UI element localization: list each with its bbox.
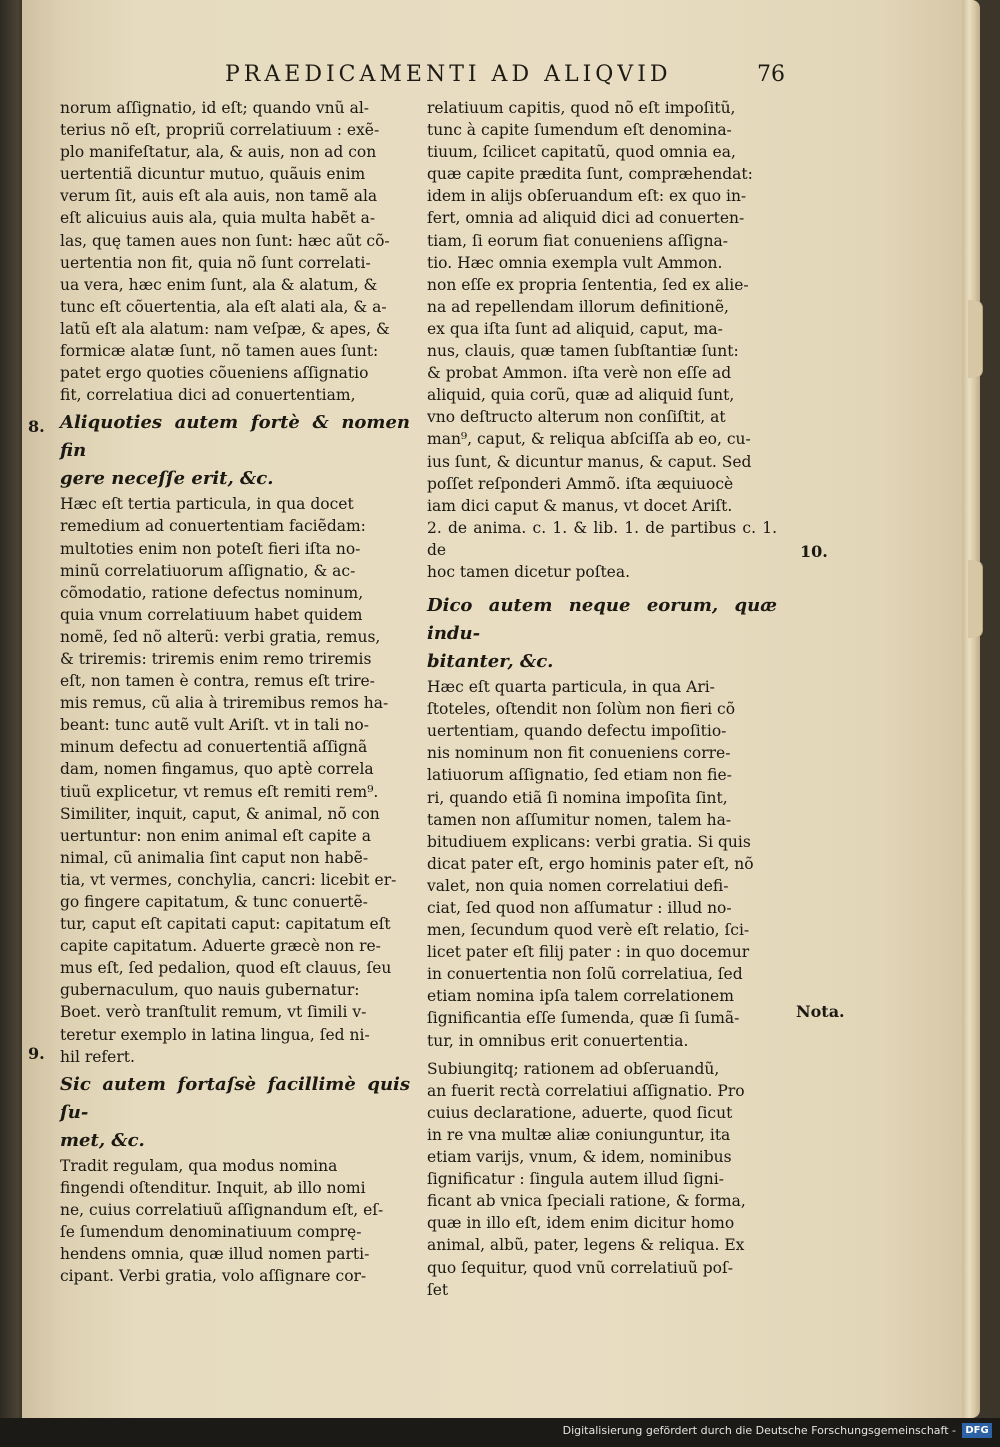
margin-number-10: 10. <box>800 542 828 561</box>
left-paragraph-1: norum aſſignatio, id eſt; quando vnũ al- terius nõ eſt, propriũ correlatiuum : exẽ- plo manifeſtatur, ala, & auis, non ad con uertentiã dicuntur mutuo, quãuis enim verum ſit, auis eſt ala auis, non tamẽ ala eſt alicuius auis ala, quia multa habẽt a- las, quę tamen aues non ſunt: hæc aũt cõ- uertentia non fit, quia nõ ſunt correlati- ua vera, hæc enim ſunt, ala & alatum, & tunc eſt cõuertentia, ala eſt alati ala, & a- latũ eſt ala alatum: nam veſpæ, & apes, & formicæ alatæ ſunt, nõ tamen aues ſunt: patet ergo quoties cõueniens aſſignatio fit, correlatiua dici ad conuertentiam, <box>60 99 390 405</box>
funding-notice: Digitalisierung gefördert durch die Deutsche Forschungsgemeinschaft - <box>562 1424 956 1437</box>
page-edge <box>962 0 980 1418</box>
left-lemma-1: Aliquoties autem fortè & nomen fin gere neceſſe erit, &c. <box>60 412 410 490</box>
page-number: 76 <box>757 62 785 87</box>
left-paragraph-2: Hæc eſt tertia particula, in qua docet remedium ad conuertentiam faciẽdam: multoties enim non poteſt fieri iſta no- minũ correlatiuorum aſſignatio, & ac- cõmodatio, ratione defectus nominum, quia vnum correlatiuum habet quidem nomẽ, ſed nõ alterũ: verbi gratia, remus, & triremis: triremis enim remo triremis eſt, non tamen è contra, remus eſt trire- mis remus, cũ alia à triremibus remos ha- beant: tunc autẽ vult Ariſt. vt in tali no- minum defectu ad conuertentiã aſſignã dam, nomen fingamus, quo aptè correla tiuũ explicetur, vt remus eſt remiti rem⁹. Similiter, inquit, caput, & animal, nõ con uertuntur: non enim animal eſt capite a nimal, cũ animalia ſint caput non habẽ- tia, vt vermes, conchylia, cancri: licebit er- go fingere capitatum, & tunc conuertẽ- tur, caput eſt capitati caput: capitatum eſt capite capitatum. Aduerte græcè non re- mus eſt, ſed pedalion, quod eſt clauus, ſeu gubernaculum, quo nauis gubernatur: Boet. verò tranſtulit remum, vt ſimili v- teretur exemplo in latina lingua, ſed ni- hil refert. <box>60 495 397 1066</box>
right-lemma-1: Dico autem neque eorum, quæ indu- bitanter, &c. <box>427 595 777 673</box>
right-paragraph-1: relatiuum capitis, quod nõ eſt impoſitũ, tunc à capite ſumendum eſt denomina- tiuum, ſcilicet capitatũ, quod omnia ea, quæ capite prædita ſunt, compræhendat: idem in alijs obſeruandum eſt: ex quo in- fert, omnia ad aliquid dici ad conuerten- tiam, ſi eorum fiat conueniens aſſigna- tio. Hæc omnia exempla vult Ammon. non eſſe ex propria ſententia, ſed ex alie- na ad repellendam illorum definitionẽ, ex qua iſta ſunt ad aliquid, caput, ma- nus, clauis, quæ tamen ſubſtantiæ ſunt: & probat Ammon. iſta verè non eſſe ad aliquid, quia corũ, quæ ad aliquid ſunt, vno deſtructo alterum non conſiſtit, at man⁹, caput, & reliqua abſciſſa ab eo, cu- ius ſunt, & dicuntur manus, & caput. Sed poſſet reſponderi Ammõ. iſta æquiuocè iam dici caput & manus, vt docet Ariſt. 2. de anima. c. 1. & lib. 1. de partibus c. 1. de hoc tamen dicetur poſtea. <box>427 99 777 581</box>
page-tab <box>968 300 982 378</box>
left-paragraph-3: Tradit regulam, qua modus nomina fingendi oſtenditur. Inquit, ab illo nomi ne, cuius correlatiuũ aſſignandum eſt, eſ- ſe ſumendum denominatiuum comprę- hendens omnia, quæ illud nomen parti- cipant. Verbi gratia, volo aſſignare cor- <box>60 1156 384 1286</box>
right-paragraph-2: Hæc eſt quarta particula, in qua Ari- ſtoteles, oſtendit non ſolùm non fieri cõ uertentiam, quando defectu impoſitio- nis nominum non fit conueniens corre- latiuorum aſſignatio, ſed etiam non fie- ri, quando etiã ſi nomina impoſita ſint, tamen non aſſumitur nomen, talem ha- bitudiuem explicans: verbi gratia. Si quis dicat pater eſt, ergo hominis pater eſt, nõ valet, non quia nomen correlatiui defi- ciat, ſed quod non aſſumatur : illud no- men, ſecundum quod verè eſt relatio, ſci- licet pater eſt filij pater : in quo docemur in conuertentia non ſolũ correlatiua, ſed etiam nomina ipſa talem correlationem ſignificantia eſſe ſumenda, quæ ſi ſumã- tur, in omnibus erit conuertentia. <box>427 678 754 1050</box>
margin-number-9: 9. <box>28 1044 45 1063</box>
left-lemma-2: Sic autem fortaſsè facillimè quis ſu- met, &c. <box>60 1073 410 1151</box>
right-paragraph-3: Subiungitq; rationem ad obſeruandũ, an fuerit rectà correlatiui aſſignatio. Pro cuius declaratione, aduerte, quod ſicut in re vna multæ aliæ coniunguntur, ita etiam varijs, vnum, & idem, nominibus ſignificatur : ſingula autem illud ſigni- ficant ab vnica ſpeciali ratione, & forma, quæ in illo eſt, idem enim dicitur homo animal, albũ, pater, legens & reliqua. Ex quo ſequitur, quod vnũ correlatiuũ poſ- ſet <box>427 1059 746 1299</box>
running-header: PRAEDICAMENTI AD ALIQVID <box>225 62 672 87</box>
dfg-logo: DFG <box>962 1423 992 1438</box>
margin-note: Nota. <box>796 1002 845 1021</box>
left-column <box>60 97 410 1287</box>
right-column <box>427 97 777 1301</box>
margin-number-8: 8. <box>28 417 45 436</box>
page-tab <box>968 560 982 638</box>
footer-bar <box>0 1418 1000 1447</box>
